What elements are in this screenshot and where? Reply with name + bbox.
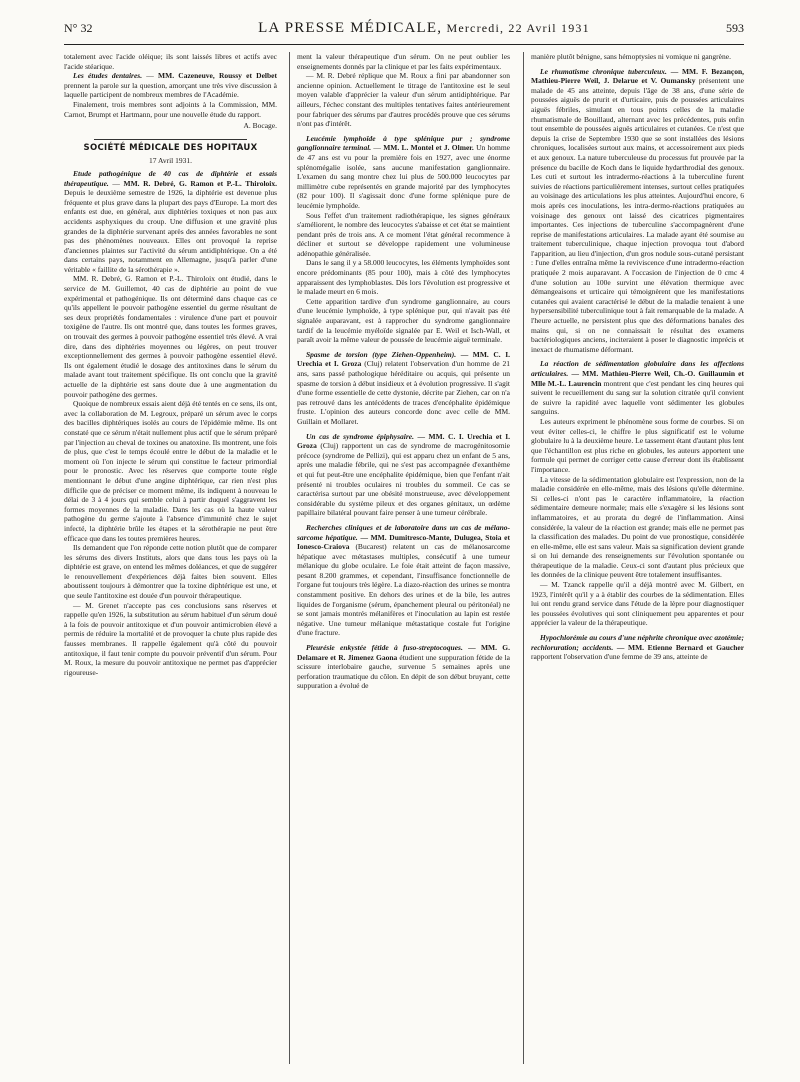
paragraph: — M. R. Debré réplique que M. Roux a fini par abandonner son ancienne opinion. Actuellement le titrage de l'antitoxine est le seul moyen valable d'apprécier la valeur d'un sérum antidiphtérique. Par ailleurs, l'échec constant des multiples tentatives faites antérieurement pour fabriquer des sérums par d'autres procédés prouve que ces sérums n'ont pas d'intérêt.: [297, 71, 510, 129]
paragraph: manière plutôt bénigne, sans hémoptysies ni vomique ni gangrène.: [531, 52, 731, 61]
section-date: 17 Avril 1931.: [149, 156, 192, 166]
article-authors: — MM. Etienne Bernard et Gaucher: [616, 642, 744, 652]
article-title: Hypochlorémie au cours d'une néphrite chronique avec azotémie; rechloruration; accidents.: [531, 633, 744, 652]
article-diphterie: Etude pathogénique de 40 cas de diphtérie et essais thérapeutique. — MM. R. Debré, G. Ramon et P.-L. Thiroloix. Depuis le deuxième semestre de 1926, la diphtérie est devenue plus fréquente et plus grave dans la plupart des pays d'Europe. La mort des enfants est due, en général, aux diphtéries toxiques et non pas aux accidents asphyxiques du croup. Une diffusion et une gravité plus grandes de la diphtérie survenant après des années favorables ne sont pas des phénomènes nouveaux. Elles ont provoqué la reprise d'anciennes plaintes sur l'activité du sérum antidiphtérique. On a été dans certains pays, notamment en Allemagne, jusqu'à parler d'une véritable « faillite de la sérothérapie ».: [64, 168, 277, 274]
article-rhumatisme: [531, 67, 744, 355]
paragraph: Ils demandent que l'on réponde cette notion plutôt que de comparer les sérums des divers Instituts, alors que dans tous les pays où la diphtérie est grave, on entend les mêmes doléances, et que de suggérer le renouvellement d'expériences déjà faites bien souvent. Elles aboutissent toujours à démontrer que la toxine diphtérique est une, et que seule l'antitoxine est douée d'un pouvoir thérapeutique.: [64, 543, 277, 601]
article-sedimentation: [531, 359, 744, 417]
article-authors: MM. L. Montel et J. Olmer.: [383, 143, 474, 153]
article-body: rapportent l'observation d'une femme de 39 ans, atteinte de: [531, 652, 708, 662]
masthead: [154, 20, 694, 37]
article-title: Spasme de torsion (type Ziehen-Oppenheim).: [306, 349, 457, 359]
article-body: (Bucarest) relatent un cas de mélanosarcome hépatique avec métastases multiples, consécutif à une tumeur mélanique du globe oculaire. Le foie était atteint de façon massive, pesant 8.200 grammes, et cependant, l'insuffisance fonctionnelle de l'organe fut toujours très légère. La diazo-réaction des urines se montra constamment positive. En dehors des urines et de la bile, les autres liquides de l'organisme (sérum, épanchement pleural ou péritonéal) ne se sont jamais montrés mélanifères et l'inoculation au lapin est restée négative. Une tumeur mélanique métastatique costale fut l'origine d'une fracture.: [297, 542, 510, 638]
issue-number: N° 32: [64, 20, 93, 35]
article-title: Le rhumatisme chronique tuberculeux.: [540, 66, 667, 76]
issue-date: Mercredi, 22 Avril 1931: [446, 20, 590, 35]
paragraph: totalement avec l'acide oléique; ils sont laissés libres et actifs avec l'acide stéarique.: [64, 52, 277, 71]
article-authors: MM. R. Debré, G. Ramon et P.-L. Thiroloix.: [123, 178, 277, 188]
paragraph: MM. R. Debré, G. Ramon et P.-L. Thiroloix ont étudié, dans le service de M. Guillemot, 40 cas de diphtérie au point de vue expérimental et pathogénique. Ils ont déterminé dans chaque cas ce qu'ils appellent le pouvoir pathogène essentiel du germe résultant de ses deux propriétés fondamentales : virulence d'une part et pouvoir toxigène de l'autre. Ils ont montré que, dans toutes les formes graves, on trouvait des germes à pouvoir pathogène essentiel très élevé. A vrai dire, dans des diphtéries moyennes ou légères, on peut trouver exceptionnellement des germes à pouvoir pathogène essentiel élevé. Ils ont également étudié le dosage des antitoxines dans le sérum du malade avant tout traitement spécifique. Ils ont conclu que la gravité actuelle de la diphtérie est sans doute due à une augmentation du pouvoir pathogène des germes.: [64, 274, 277, 399]
paragraph: ment la valeur thérapeutique d'un sérum. On ne peut oublier les enseignements donnés par la clinique et par les faits expérimentaux.: [297, 52, 510, 71]
column-divider: [523, 52, 524, 1064]
column-divider: [289, 52, 290, 1064]
article-pleuresie: [297, 643, 510, 691]
paragraph: Sous l'effet d'un traitement radiothérapique, les signes généraux s'améliorent, le nombre des leucocytes s'abaisse et cet état se maintient pendant près de trois ans. A ce moment l'état général recommence à décliner et surtout se développe rapidement une volumineuse adénopathie généralisée.: [297, 210, 510, 258]
article-authors: — MM. F. Bezançon, Mathieu-Pierre Weil, J. Delarue et V. Oumansky: [531, 66, 744, 86]
article-authors: — MM. Dumitresco-Mante, Dulugea, Stoia et Ionesco-Craiova: [297, 532, 510, 552]
article-leucemie: Leucémie lymphoïde à type splénique pur ; syndrome ganglionnaire terminal. — MM. L. Montel et J. Olmer. Un homme de 47 ans est vu pour la première fois en 1927, avec une énorme splénomégalie isolée, sans aucune manifestation ganglionnaire. L'examen du sang montre chez lui plus de 500.000 leucocytes par millimètre cube représentés en grande majorité par des lymphocytes (82 pour 100). Il s'agissait donc d'une forme splénique pure de leucémie lymphoïde.: [297, 133, 510, 210]
paragraph: — M. Tzanck rappelle qu'il a déjà montré avec M. Gilbert, en 1923, l'intérêt qu'il y a à établir des courbes de la sédimentation. Elles lui ont rendu grand service dans l'étude de la lèpre pour diagnostiquer les poussées évolutives qui sont cliniquement peu apparentes et pour apprécier la valeur de la thérapeutique.: [531, 580, 744, 628]
article-title: Un cas de syndrome épiphysaire.: [306, 431, 414, 441]
paragraph: Cette apparition tardive d'un syndrome ganglionnaire, au cours d'une leucémie lymphoïde, à type splénique pur, qui n'avait pas été signalée auparavant, est à rapprocher du syndrome ganglionnaire tardif de la leucémie myéloïde signalée par E. Weil et Isch-Wall, et paraît avoir la même valeur de poussée de leucémie aiguë terminale.: [297, 296, 510, 345]
header-rule: [64, 44, 744, 45]
article-body: montrent que c'est pendant les cinq heures qui suivent le recueillement du sang sur la solution citratée qu'il convient de suivre la rapidité avec laquelle vont sédimenter les globules sanguins.: [531, 378, 744, 417]
column-3: [531, 52, 744, 1072]
page-number: 593: [726, 20, 744, 35]
article-authors: — MM. C. I. Urechia et I. Groza: [297, 349, 510, 369]
article-title: Pleurésie enkystée fétide à fuso-streptocoques.: [306, 643, 463, 653]
article-body: Un homme de 47 ans est vu pour la première fois en 1927, avec une énorme splénomégalie isolée, sans aucune manifestation ganglionnaire. L'examen du sang montre chez lui plus de 500.000 leucocytes par millimètre cube représentés en grande majorité par des lymphocytes (82 pour 100). Il s'agissait donc d'une forme splénique pure de leucémie lymphoïde.: [297, 143, 510, 210]
column-2: [297, 52, 510, 1072]
paragraph: Quoique de nombreux essais aient déjà été tentés en ce sens, ils ont, avec la collaboration de M. Legroux, préparé un sérum avec le corps des bacilles diphtériques isolés au cours de l'épidémie même. Ils ont constaté que ce sérum n'était nullement plus actif que le sérum préparé par l'injection au cheval de toxines ou anatoxine. Ils montrent, une fois de plus, que c'est le temps écoulé entre le début de la maladie et le moment où l'on injecte le sérum qui constitue le facteur primordial pour le pronostic. Avec les réserves que comporte toute règle mentionnant le début d'une angine diphtérique, car rien n'est plus difficile que de préciser ce moment même, ils indiquent à nouveau le délai de 3 à 4 jours qui semble celui à partir duquel s'aggravent les formes moyennes de la maladie. Dans les cas où la haute valeur pathogène du germe s'ajoute à l'absence d'immunité chez le sujet infecté, la diphtérie brûle les étapes et la sérothérapie ne peut être efficace que dans les toutes premières heures.: [64, 399, 277, 543]
article-body: étudient une suppuration fétide de la scissure interlobaire gauche, survenue 5 semaines après une perforation traumatique du côlon. En dépit de son début bruyant, cette suppuration a évolué de: [297, 652, 510, 691]
article-hypochloremie: [531, 633, 744, 662]
paragraph: Dans le sang il y a 58.000 leucocytes, les éléments lymphoïdes sont encore prédominants (85 pour 100), mais à côté des lymphocytes apparaissent des lymphoblastes. Dès lors l'évolution est progressive et le malade meurt en 6 mois.: [297, 258, 510, 297]
paragraph: Finalement, trois membres sont adjoints à la Commission, MM. Carnot, Brumpt et Hartmann, pour une nouvelle étude du rapport.: [64, 99, 277, 119]
article-title: Leucémie lymphoïde à type splénique pur ; syndrome ganglionnaire terminal.: [297, 133, 510, 153]
article-melano-sarcome: [297, 523, 510, 638]
page-header: [64, 18, 744, 38]
article-body: (Cluj) rapportent un cas de syndrome de macrogénitosomie précoce (syndrome de Pellizi), qui est apparu chez un enfant de 5 ans, après une maladie fébrile, qui ne s'est pas accompagnée d'exanthème et qui fut peut-être une encéphalite épidémique, bien que l'enfant n'ait présenté ni troubles oculaires ni troubles du sommeil. Ce cas se caractérisa surtout par une obésité monstrueuse, avec développement considérable du système pileux et des organes génitaux, un œdème papillaire bilatéral pouvant faire penser à une tumeur cérébrale.: [297, 441, 510, 518]
article-body: (Cluj) relatent l'observation d'un homme de 21 ans, sans passé pathologique héréditaire ou acquis, qui présente un spasme de torsion à début insidieux et à évolution progressive. Il s'agit d'une forme essentielle de cette dystonie, décrite par Ziehen, car on n'a pas retrouvé dans les antécédents de traces d'encéphalite épidémique fruste. L'opinion des auteurs concorde donc avec celle de MM. Guillain et Mollaret.: [297, 359, 510, 426]
section-divider: [94, 139, 247, 140]
article-title: Etude pathogénique de 40 cas de diphtérie et essais thérapeutique.: [64, 168, 277, 188]
article-epiphysaire: [297, 432, 510, 518]
paragraph: La vitesse de la sédimentation globulaire est l'expression, non de la maladie considérée en elle-même, mais des lésions qu'elle détermine. Si celles-ci n'ont pas le caractère inflammatoire, la réaction sédimentaire demeure normale; mais elle s'exagère si les lésions sont inflammatoires, et au prorata du degré de l'inflammation. Ainsi considérée, la valeur de la réaction est grande; mais elle ne permet pas la classification des malades. Du point de vue pronostique, considérée en elle-même, elle est sans valeur. Mais sa signification devient grande si on lui demande des renseignements sur l'évolution spontanée ou thérapeutique de la maladie. Ceux-ci sont d'autant plus précieux que les données de la clinique peuvent être totalement insuffisantes.: [531, 474, 744, 580]
article-body: prennent la parole sur la question, amorçant une très vive discussion à laquelle participent de nombreux membres de l'Académie.: [64, 80, 277, 100]
article-authors: — MM. Mathieu-Pierre Weil, Ch.-O. Guillaumin et Mlle M.-L. Laurencin: [531, 369, 744, 388]
article-body: Depuis le deuxième semestre de 1926, la diphtérie est devenue plus fréquente et plus grave dans la plupart des pays d'Europe. La mort des enfants est due, en général, aux diphtéries toxiques et non pas aux accidents asphyxiques du croup. Une diffusion et une gravité plus grandes de la diphtérie survenant après des années favorables ne sont pas des phénomènes nouveaux. Elles ont provoqué la reprise d'anciennes plaintes sur l'activité du sérum antidiphtérique. On a été dans certains pays, notamment en Allemagne, jusqu'à parler d'une véritable « faillite de la sérothérapie ».: [64, 188, 277, 274]
section-heading: SOCIÉTÉ MÉDICALE DES HOPITAUX: [83, 142, 258, 153]
paragraph: — M. Grenet n'accepte pas ces conclusions sans réserves et rappelle qu'en 1926, la substitution au sérum habituel d'un sérum doué à la fois de pouvoir antitoxique et d'un pouvoir antimicrobien élevé a permis de réduire la mortalité et de provoquer la chute plus rapide des fausses membranes. Il rappelle également qu'à côté du pouvoir antitoxique, il faut tenir compte du pouvoir préventif d'un sérum. Pour M. Roux, la mesure du pouvoir antitoxique ne permet pas d'apprécier rigoureuse-: [64, 600, 277, 677]
article-authors: MM. Cazeneuve, Roussy et Delbet: [158, 71, 277, 81]
article-spasme: [297, 350, 510, 427]
article-body: présentent une malade de 45 ans atteinte, depuis l'âge de 38 ans, d'une série de poussées aiguës de prurit et d'urticaire, puis de poussées articulaires aiguës fébriles, simulant en tous points celles de la maladie rhumatismale de Bouillaud, alternant avec les précédentes, puis enfin tout ensemble de poussées aiguës articulaires et cutanées. Ce n'est que depuis la crise de Septembre 1930 que se sont installées des lésions chroniques, localisées surtout aux mains, et accessoirement aux pieds et aux genoux. La nature tuberculeuse du processus fut prouvée par la présence du bacille de Koch dans le liquide hydarthrodial des genoux. Les cuti et surtout les intradermo-réactions à la tuberculine furent suivies de réactions particulièrement intenses, surtout celles pratiquées au voisinage des articulations les plus atteintes. Aujourd'hui encore, 6 mois après ces inoculations, les intra-dermo-réactions pratiquées au voisinage des genoux ont laissé des cicatrices pigmentaires importantes. Ces injections de tuberculine s'accompagnèrent d'une reprise de manifestations articulaires. La malade ayant été soumise au traitement tuberculinique, chaque injection provoqua tout d'abord l'apparition, au lieu d'injection, d'un gros nodule sous-cutané persistant : l'une d'elles entraîna même la reviviscence d'une intradermo-réaction pratiquée 2 mois auparavant. A l'occasion de l'injection de 0 cmc 4 d'une solution au 100e survint une élévation thermique avec démangeaisons et urticaire qui témoignèrent que les manifestations cutanées qui avaient caractérisé le début de la maladie tenaient à une hypersensibilité tuberculinique tout à fait remarquable de la malade. A l'heure actuelle, ne persistent plus que des déformations banales des mains qui, si on ne connaissait le résultat des examens bactériologiques anciens, inciteraient à poser le diagnostic imprécis et inexact de rhumatisme déformant.: [531, 76, 744, 354]
article-title: La réaction de sédimentation globulaire dans les affections articulaires.: [531, 359, 744, 378]
article-etudes-dentaires: Les études dentaires. — MM. Cazeneuve, Roussy et Delbet prennent la parole sur la question, amorçant une très vive discussion à laquelle participent de nombreux membres de l'Académie.: [64, 71, 277, 100]
paragraph: Les auteurs expriment le phénomène sous forme de courbes. Si on veut éviter celles-ci, le chiffre le plus significatif est le volume globulaire lu à la deuxième heure. Le tassement étant d'autant plus lent que l'échantillon est plus riche en globules, les auteurs apportent une formule qui permet de corriger cette cause d'erreur dont ils établissent l'importance.: [531, 416, 744, 474]
article-title: Recherches cliniques et de laboratoire dans un cas de mélano-sarcome hépatique.: [297, 522, 510, 542]
article-authors: — MM. G. Delamare et R. Jimenez Gaona: [297, 643, 510, 662]
signature: A. Bocage.: [243, 121, 277, 131]
column-1: [64, 52, 277, 1072]
journal-title: LA PRESSE MÉDICALE,: [258, 19, 443, 36]
article-title: Les études dentaires.: [73, 71, 143, 81]
article-authors: — MM. C. I. Urechia et I. Groza: [297, 431, 510, 451]
